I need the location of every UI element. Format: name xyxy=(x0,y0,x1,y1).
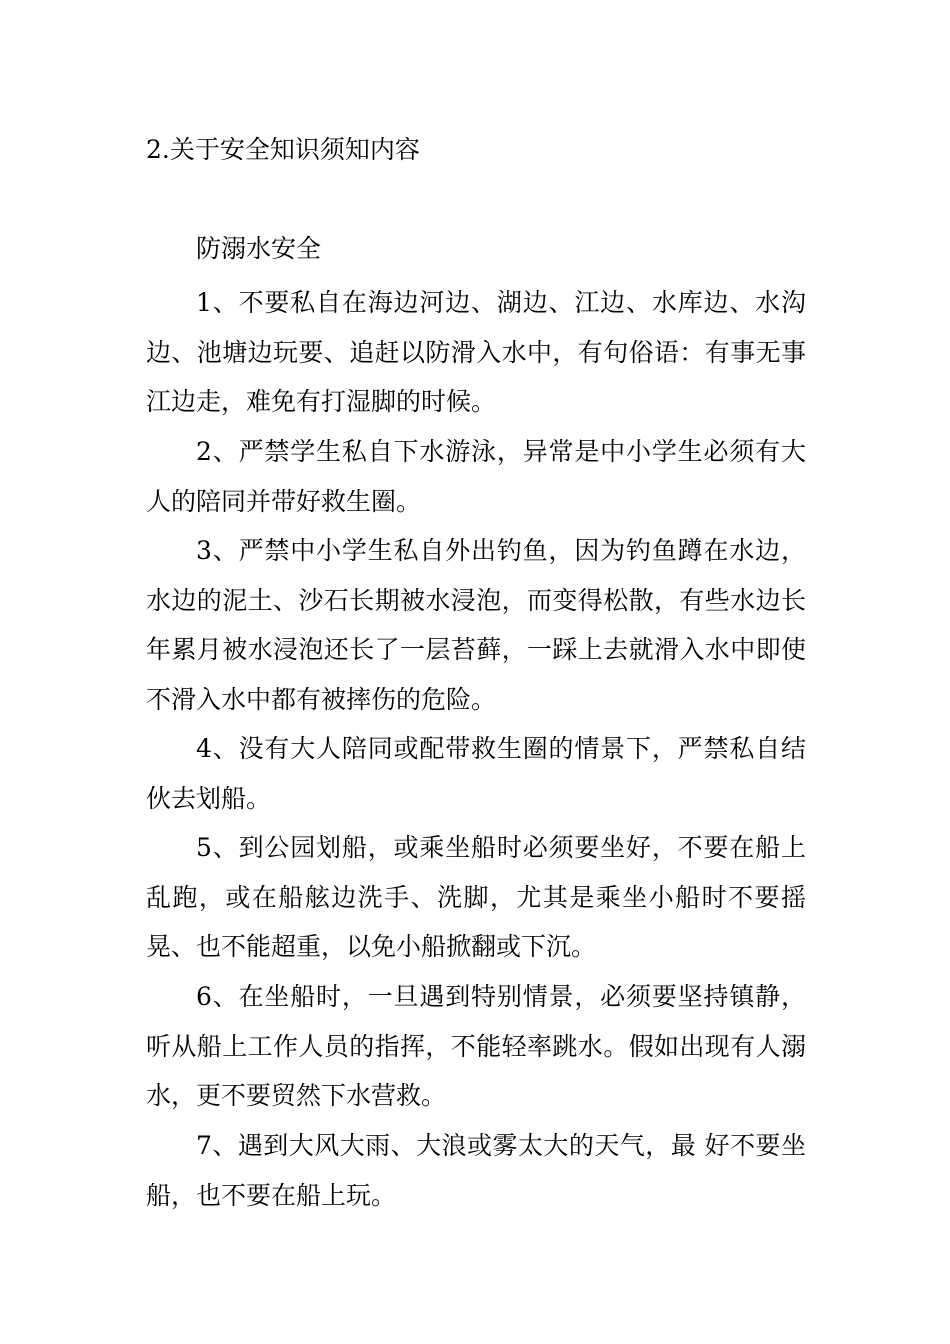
paragraph-1: 1、不要私自在海边河边、湖边、江边、水库边、水沟边、池塘边玩要、追赶以防滑入水中，有句俗语：有事无事江边走，难免有打湿脚的时候。 xyxy=(146,288,806,416)
paragraph-2: 2、严禁学生私自下水游泳，异常是中小学生必须有大人的陪同并带好救生圈。 xyxy=(146,437,806,516)
paragraph-6: 6、在坐船时，一旦遇到特别情景，必须要坚持镇静，听从船上工作人员的指挥，不能轻率跳水。假如出现有人溺水，更不要贸然下水营救。 xyxy=(146,982,806,1110)
paragraph-4: 4、没有大人陪同或配带救生圈的情景下，严禁私自结伙去划船。 xyxy=(146,734,806,813)
document-heading: 2.关于安全知识须知内容 xyxy=(146,135,420,164)
paragraph-3: 3、严禁中小学生私自外出钓鱼，因为钓鱼蹲在水边，水边的泥土、沙石长期被水浸泡，而变得松散，有些水边长年累月被水浸泡还长了一层苔藓，一踩上去就滑入水中即使不滑入水中都有被摔伤的危险。 xyxy=(146,536,806,714)
section-title: 防溺水安全 xyxy=(196,234,322,263)
paragraph-7: 7、遇到大风大雨、大浪或雾太大的天气，最 好不要坐船，也不要在船上玩。 xyxy=(146,1131,806,1210)
paragraph-5: 5、到公园划船，或乘坐船时必须要坐好，不要在船上乱跑，或在船舷边洗手、洗脚，尤其是乘坐小船时不要摇晃、也不能超重，以免小船掀翻或下沉。 xyxy=(146,833,806,961)
